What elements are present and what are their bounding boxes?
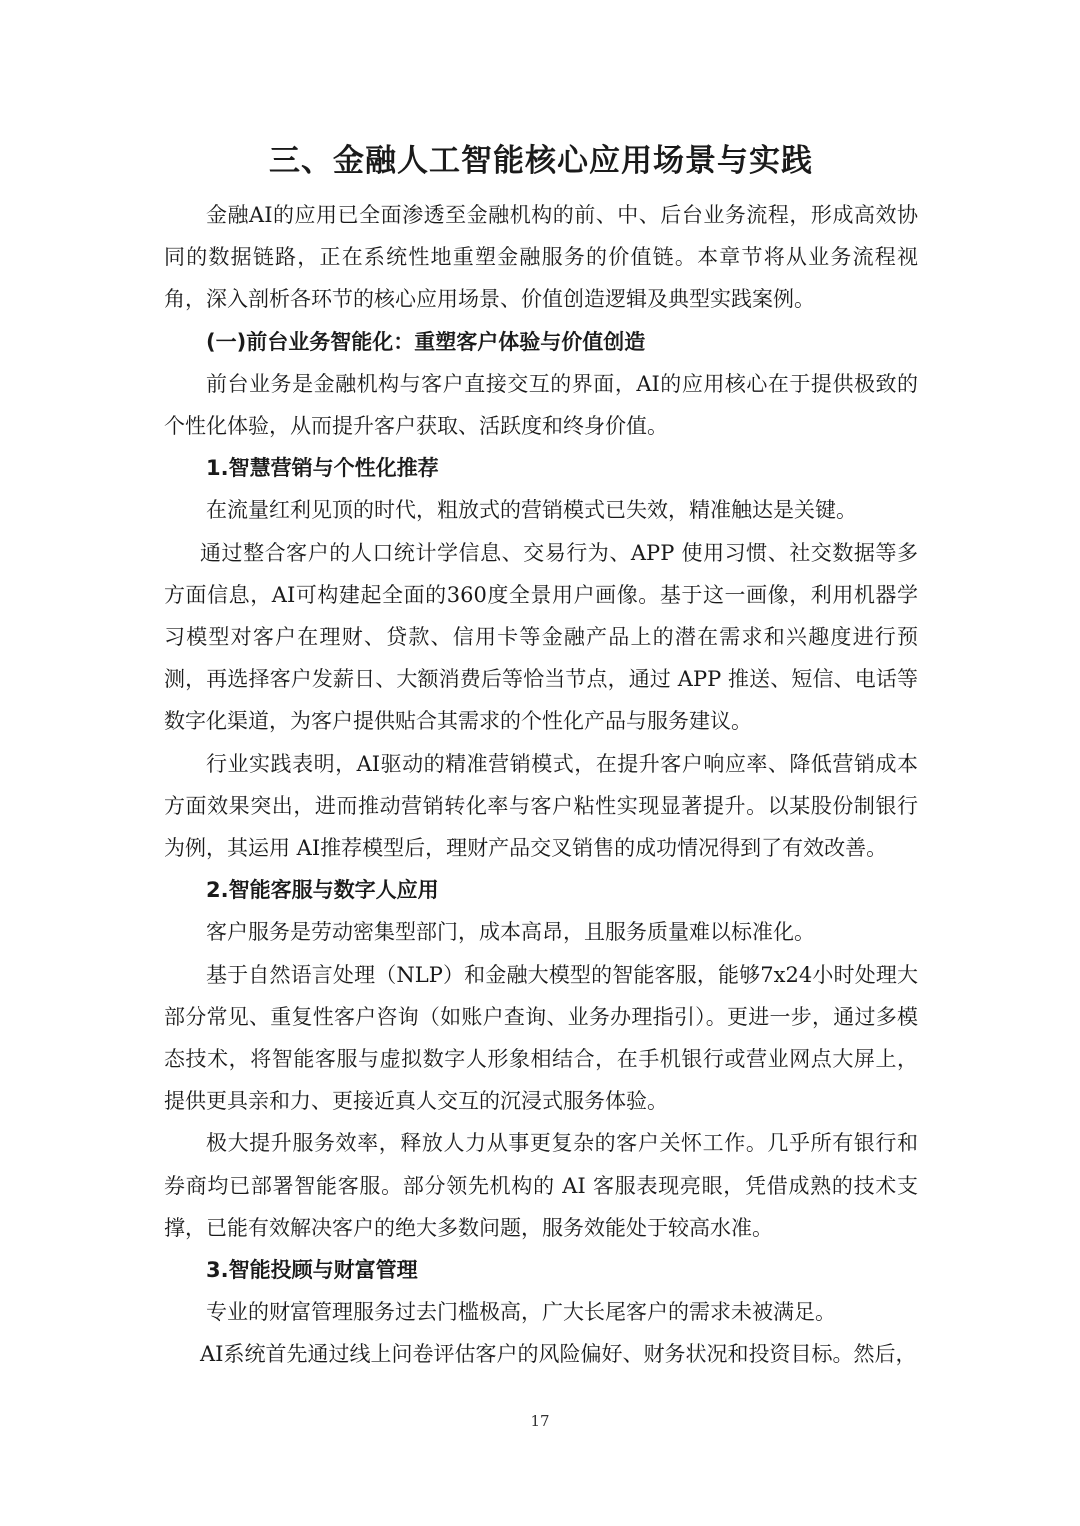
paragraph: 通过整合客户的人口统计学信息、交易行为、APP 使用习惯、社交数据等多方面信息，AI可构建起全面的360度全景用户画像。基于这一画像，利用机器学习模型对客户在理财、贷款、信用卡等金融产品上的潜在需求和兴趣度进行预测，再选择客户发薪日、大额消费后等恰当节点，通过 APP 推送、短信、电话等数字化渠道，为客户提供贴合其需求的个性化产品与服务建议。	[164, 540, 918, 734]
subsection-heading: 3.智能投顾与财富管理	[206, 1258, 418, 1283]
paragraph: 基于自然语言处理（NLP）和金融大模型的智能客服，能够7x24小时处理大部分常见、重复性客户咨询（如账户查询、业务办理指引）。更进一步，通过多模态技术，将智能客服与虚拟数字人形象相结合，在手机银行或营业网点大屏上，提供更具亲和力、更接近真人交互的沉浸式服务体验。	[164, 962, 918, 1114]
paragraph: 行业实践表明，AI驱动的精准营销模式，在提升客户响应率、降低营销成本方面效果突出，进而推动营销转化率与客户粘性实现显著提升。以某股份制银行为例，其运用 AI推荐模型后，理财产品交叉销售的成功情况得到了有效改善。	[164, 751, 918, 861]
paragraph: 极大提升服务效率，释放人力从事更复杂的客户关怀工作。几乎所有银行和券商均已部署智能客服。部分领先机构的 AI 客服表现亮眼，凭借成熟的技术支撑，已能有效解决客户的绝大多数问题，服务效能处于较高水准。	[164, 1131, 918, 1240]
page-title: 三、金融人工智能核心应用场景与实践	[269, 143, 813, 179]
subsection-heading: 2.智能客服与数字人应用	[206, 878, 439, 903]
page-content	[164, 138, 918, 1376]
page-number: 17	[530, 1412, 550, 1430]
paragraph: 金融AI的应用已全面渗透至金融机构的前、中、后台业务流程，形成高效协同的数据链路，正在系统性地重塑金融服务的价值链。本章节将从业务流程视角，深入剖析各环节的核心应用场景、价值创造逻辑及典型实践案例。	[164, 203, 918, 312]
section-heading: (一)前台业务智能化：重塑客户体验与价值创造	[206, 329, 646, 354]
paragraph: 在流量红利见顶的时代，粗放式的营销模式已失效，精准触达是关键。	[206, 498, 857, 523]
paragraph: 前台业务是金融机构与客户直接交互的界面，AI的应用核心在于提供极致的个性化体验，从而提升客户获取、活跃度和终身价值。	[164, 371, 918, 439]
subsection-heading: 1.智慧营销与个性化推荐	[206, 456, 439, 481]
paragraph: 客户服务是劳动密集型部门，成本高昂，且服务质量难以标准化。	[206, 920, 815, 945]
paragraph: 专业的财富管理服务过去门槛极高，广大长尾客户的需求未被满足。	[206, 1300, 836, 1325]
paragraph: AI系统首先通过线上问卷评估客户的风险偏好、财务状况和投资目标。然后，	[200, 1342, 917, 1367]
